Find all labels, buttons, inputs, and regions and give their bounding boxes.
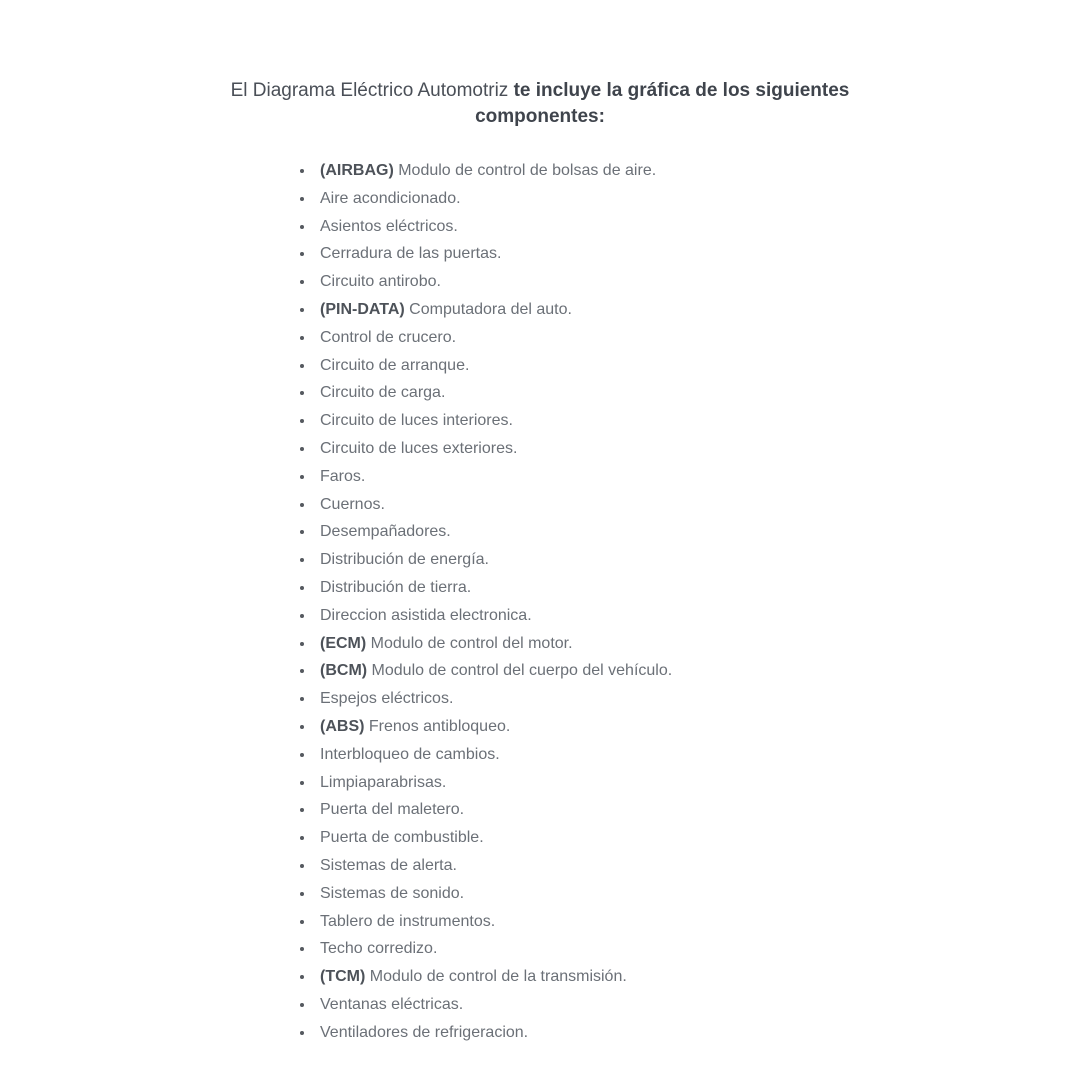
item-text: Distribución de tierra. bbox=[320, 578, 472, 596]
bullet-icon bbox=[300, 280, 304, 284]
bullet-icon bbox=[300, 725, 304, 729]
list-item bbox=[300, 963, 672, 991]
bullet-icon bbox=[300, 308, 304, 312]
item-text: Faros. bbox=[320, 467, 366, 485]
bullet-icon bbox=[300, 781, 304, 785]
item-text: Modulo de control de la transmisión. bbox=[369, 968, 627, 986]
list-item bbox=[300, 741, 672, 769]
list-item bbox=[300, 657, 672, 685]
bullet-icon bbox=[300, 252, 304, 256]
bullet-icon bbox=[300, 225, 304, 229]
item-code: (ECM) bbox=[320, 634, 367, 652]
bullet-icon bbox=[300, 447, 304, 451]
item-text: Modulo de control de bolsas de aire. bbox=[398, 162, 657, 179]
bullet-icon bbox=[300, 1003, 304, 1007]
bullet-icon bbox=[300, 503, 304, 507]
item-text: Circuito de carga. bbox=[320, 384, 446, 402]
bullet-icon bbox=[300, 1031, 304, 1035]
list-item bbox=[300, 602, 672, 630]
item-text: Puerta de combustible. bbox=[320, 829, 484, 847]
item-text: Control de crucero. bbox=[320, 328, 457, 346]
list-item bbox=[300, 769, 672, 797]
item-code: (PIN-DATA) bbox=[320, 300, 405, 318]
item-text: Espejos eléctricos. bbox=[320, 690, 454, 708]
item-text: Distribución de energía. bbox=[320, 551, 489, 569]
list-item bbox=[300, 463, 672, 491]
list-item bbox=[300, 352, 672, 380]
bullet-icon bbox=[300, 753, 304, 757]
bullet-icon bbox=[300, 975, 304, 979]
list-item bbox=[300, 796, 672, 824]
list-item bbox=[300, 880, 672, 908]
item-code: (ABS) bbox=[320, 717, 365, 735]
bullet-icon bbox=[300, 642, 304, 646]
item-text: Direccion asistida electronica. bbox=[320, 606, 532, 624]
item-text: Modulo de control del cuerpo del vehículo. bbox=[371, 662, 673, 680]
item-text: Circuito antirobo. bbox=[320, 273, 441, 291]
list-item bbox=[300, 296, 672, 324]
item-text: Circuito de arranque. bbox=[320, 356, 470, 374]
list-item bbox=[300, 685, 672, 713]
item-text: Computadora del auto. bbox=[409, 300, 572, 318]
item-code: (AIRBAG) bbox=[320, 162, 394, 179]
item-text: Modulo de control del motor. bbox=[370, 634, 573, 652]
heading-normal-text: El Diagrama Eléctrico Automotriz bbox=[230, 80, 514, 101]
list-item bbox=[300, 630, 672, 658]
bullet-icon bbox=[300, 364, 304, 368]
item-text: Aire acondicionado. bbox=[320, 189, 461, 207]
heading-bold-text: te incluye la gráfica de los siguientes componentes: bbox=[475, 80, 850, 127]
heading bbox=[220, 78, 860, 130]
item-text: Circuito de luces interiores. bbox=[320, 412, 513, 430]
item-text: Desempañadores. bbox=[320, 523, 451, 541]
item-text: Cerradura de las puertas. bbox=[320, 245, 502, 263]
list-item bbox=[300, 546, 672, 574]
item-text: Puerta del maletero. bbox=[320, 801, 465, 819]
bullet-icon bbox=[300, 586, 304, 590]
item-text: Limpiaparabrisas. bbox=[320, 773, 447, 791]
list-item bbox=[300, 908, 672, 936]
list-item bbox=[300, 518, 672, 546]
item-text: Tablero de instrumentos. bbox=[320, 912, 496, 930]
bullet-icon bbox=[300, 475, 304, 479]
list-item bbox=[300, 491, 672, 519]
list-item bbox=[300, 157, 672, 185]
item-text: Asientos eléctricos. bbox=[320, 217, 458, 235]
component-list bbox=[300, 157, 672, 1047]
list-item bbox=[300, 935, 672, 963]
list-item bbox=[300, 852, 672, 880]
list-item bbox=[300, 240, 672, 268]
bullet-icon bbox=[300, 808, 304, 812]
item-code: (TCM) bbox=[320, 968, 366, 986]
bullet-icon bbox=[300, 169, 304, 173]
bullet-icon bbox=[300, 336, 304, 340]
bullet-icon bbox=[300, 669, 304, 673]
bullet-icon bbox=[300, 391, 304, 395]
item-text: Interbloqueo de cambios. bbox=[320, 745, 500, 763]
list-item bbox=[300, 324, 672, 352]
list-item bbox=[300, 185, 672, 213]
bullet-icon bbox=[300, 530, 304, 534]
list-item bbox=[300, 213, 672, 241]
item-text: Sistemas de sonido. bbox=[320, 884, 465, 902]
item-text: Frenos antibloqueo. bbox=[368, 717, 511, 735]
list-item bbox=[300, 1019, 672, 1047]
bullet-icon bbox=[300, 419, 304, 423]
bullet-icon bbox=[300, 697, 304, 701]
list-item bbox=[300, 379, 672, 407]
item-text: Circuito de luces exteriores. bbox=[320, 439, 518, 457]
list-item bbox=[300, 407, 672, 435]
list-item bbox=[300, 824, 672, 852]
list-item bbox=[300, 435, 672, 463]
bullet-icon bbox=[300, 892, 304, 896]
list-item bbox=[300, 991, 672, 1019]
list-item bbox=[300, 268, 672, 296]
item-text: Ventanas eléctricas. bbox=[320, 995, 464, 1013]
bullet-icon bbox=[300, 614, 304, 618]
bullet-icon bbox=[300, 920, 304, 924]
bullet-icon bbox=[300, 558, 304, 562]
item-text: Techo corredizo. bbox=[320, 940, 438, 958]
bullet-icon bbox=[300, 864, 304, 868]
item-text: Cuernos. bbox=[320, 495, 385, 513]
item-text: Ventiladores de refrigeracion. bbox=[320, 1023, 529, 1041]
item-code: (BCM) bbox=[320, 662, 368, 680]
item-text: Sistemas de alerta. bbox=[320, 856, 457, 874]
bullet-icon bbox=[300, 197, 304, 201]
list-item bbox=[300, 713, 672, 741]
list-item bbox=[300, 574, 672, 602]
bullet-icon bbox=[300, 947, 304, 951]
bullet-icon bbox=[300, 836, 304, 840]
